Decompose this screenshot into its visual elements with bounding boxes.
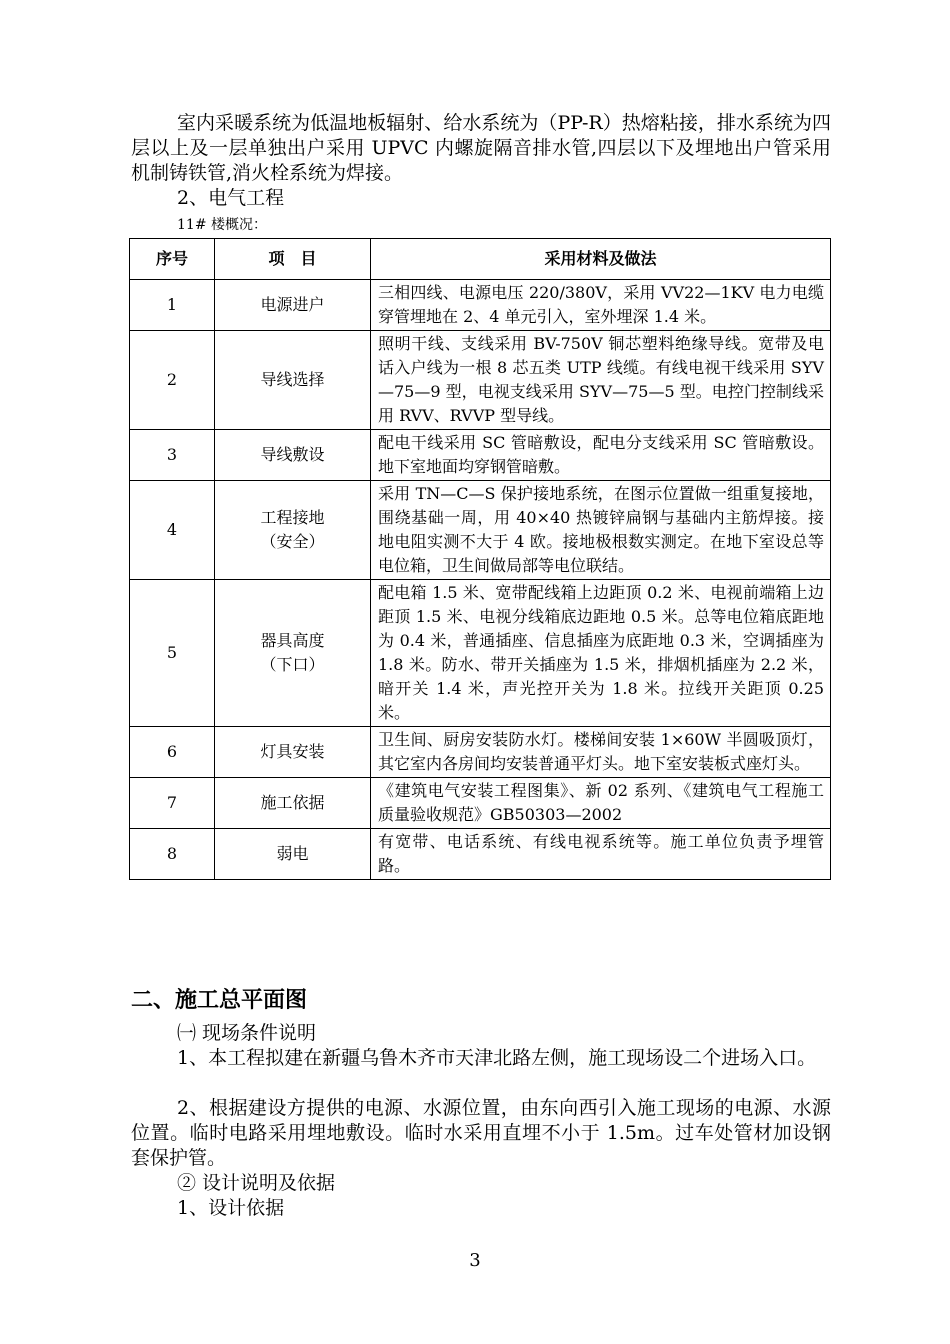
table-row	[130, 778, 831, 829]
row-item	[215, 280, 371, 331]
section-electrical-title: 2、电气工程	[177, 187, 285, 209]
table-row	[130, 580, 831, 727]
electrical-spec-table	[129, 238, 831, 880]
row-desc: 照明干线、支线采用 BV-750V 铜芯塑料绝缘导线。宽带及电话入户线为一根 8 芯五类 UTP 线缆。有线电视干线采用 SYV—75—9 型，电视支线采用 SYV—75—5 型。电控门控制线采用 RVV、RVVP 型导线。	[371, 331, 831, 430]
row-desc: 配电箱 1.5 米、宽带配线箱上边距顶 0.2 米、电视前端箱上边距顶 1.5 米、电视分线箱底边距地 0.5 米。总等电位箱底距地为 0.4 米，普通插座、信息插座为底距地 0.3 米，空调插座为 1.8 米。防水、带开关插座为 1.5 米，排烟机插座为 2.2 米，暗开关 1.4 米，声光控开关为 1.8 米。拉线开关距顶 0.25 米。	[371, 580, 831, 727]
site-condition-2: 2、根据建设方提供的电源、水源位置，由东向西引入施工现场的电源、水源位置。临时电路采用埋地敷设。临时水采用直埋不小于 1.5m。过车处管材加设钢套保护管。	[131, 1097, 831, 1169]
row-no: 6	[130, 727, 215, 778]
row-no: 1	[130, 280, 215, 331]
row-item-label: 工程接地	[260, 508, 325, 527]
row-item-label: 导线选择	[260, 370, 325, 389]
section-heading: 二、施工总平面图	[131, 988, 308, 1013]
row-item-sublabel: （下口）	[260, 655, 325, 674]
site-conditions-title: ㈠ 现场条件说明	[177, 1022, 317, 1044]
table-row	[130, 481, 831, 580]
row-desc: 三相四线、电源电压 220/380V，采用 VV22—1KV 电力电缆穿管埋地在 2、4 单元引入，室外埋深 1.4 米。	[371, 280, 831, 331]
table-header-row	[130, 239, 831, 280]
row-item-label: 灯具安装	[260, 742, 325, 761]
intro-paragraph: 室内采暖系统为低温地板辐射、给水系统为（PP-R）热熔粘接，排水系统为四层以上及一层单独出户采用 UPVC 内螺旋隔音排水管,四层以下及埋地出户管采用机制铸铁管,消火栓系统为焊接。	[131, 112, 831, 184]
row-no: 2	[130, 331, 215, 430]
design-title: ② 设计说明及依据	[177, 1172, 336, 1194]
row-item	[215, 481, 371, 580]
header-no: 序号	[130, 239, 215, 280]
table-row	[130, 727, 831, 778]
row-item-label: 电源进户	[260, 295, 325, 314]
row-item	[215, 580, 371, 727]
table-row	[130, 430, 831, 481]
row-no: 3	[130, 430, 215, 481]
row-item-label: 弱电	[276, 844, 309, 863]
row-desc: 《建筑电气安装工程图集》、新 02 系列、《建筑电气工程施工质量验收规范》GB50303—2002	[371, 778, 831, 829]
table-row	[130, 280, 831, 331]
row-desc: 采用 TN—C—S 保护接地系统，在图示位置做一组重复接地，围绕基础一周，用 40×40 热镀锌扁钢与基础内主筋焊接。接地电阻实测不大于 4 欧。接地极根数实测定。在地下室设总等电位箱，卫生间做局部等电位联结。	[371, 481, 831, 580]
row-no: 5	[130, 580, 215, 727]
row-item	[215, 331, 371, 430]
row-no: 8	[130, 829, 215, 880]
design-basis: 1、设计依据	[177, 1197, 285, 1219]
header-desc: 采用材料及做法	[371, 239, 831, 280]
row-no: 7	[130, 778, 215, 829]
row-item	[215, 778, 371, 829]
table-row	[130, 829, 831, 880]
row-item-label: 施工依据	[260, 793, 325, 812]
row-desc: 有宽带、电话系统、有线电视系统等。施工单位负责予埋管路。	[371, 829, 831, 880]
row-item-label: 导线敷设	[260, 445, 325, 464]
table-row	[130, 331, 831, 430]
row-item	[215, 829, 371, 880]
row-item	[215, 727, 371, 778]
page-number: 3	[469, 1250, 481, 1271]
row-item-label: 器具高度	[260, 631, 325, 650]
row-item	[215, 430, 371, 481]
building-overview-label: 11# 楼概况：	[177, 217, 267, 233]
row-desc: 卫生间、厨房安装防水灯。楼梯间安装 1×60W 半圆吸顶灯，其它室内各房间均安装普通平灯头。地下室安装板式座灯头。	[371, 727, 831, 778]
row-no: 4	[130, 481, 215, 580]
row-desc: 配电干线采用 SC 管暗敷设，配电分支线采用 SC 管暗敷设。地下室地面均穿钢管暗敷。	[371, 430, 831, 481]
header-item: 项 目	[215, 239, 371, 280]
row-item-sublabel: （安全）	[260, 532, 325, 551]
site-condition-1: 1、本工程拟建在新疆乌鲁木齐市天津北路左侧，施工现场设二个进场入口。	[177, 1047, 817, 1069]
